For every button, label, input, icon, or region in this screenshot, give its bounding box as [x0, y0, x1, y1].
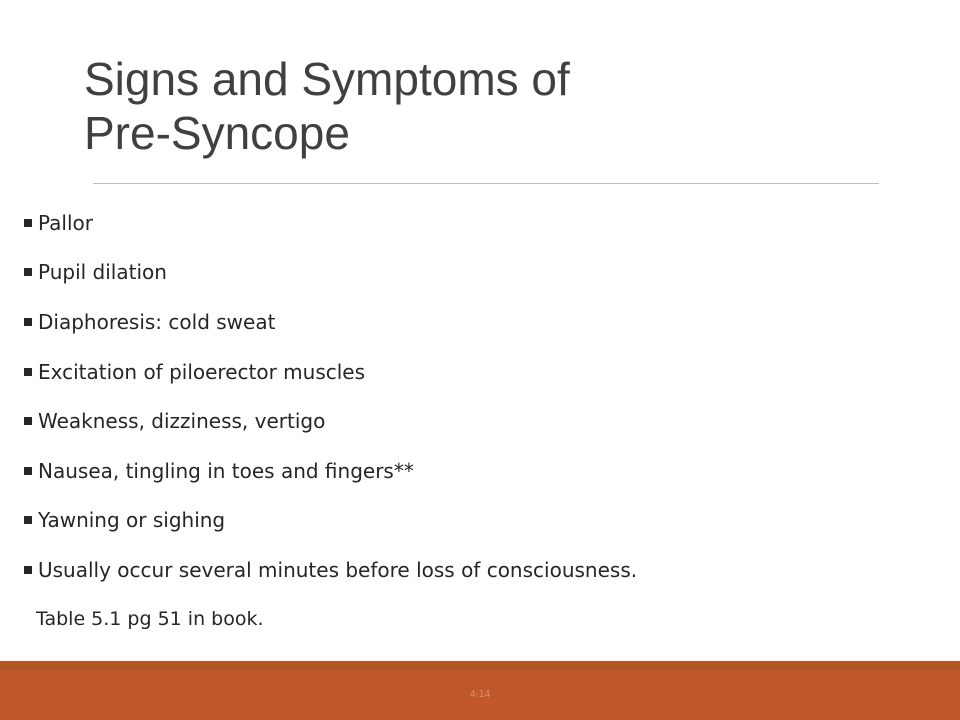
title-divider: [93, 183, 879, 184]
bullet-text: Diaphoresis: cold sweat: [38, 309, 276, 334]
bullet-list: [24, 198, 637, 595]
square-bullet-icon: [24, 566, 32, 574]
bullet-text: Usually occur several minutes before loss of consciousness.: [38, 557, 638, 582]
title-line-1: Signs and Symptoms of: [84, 53, 570, 105]
bullet-text: Weakness, dizziness, vertigo: [38, 409, 326, 434]
list-item: [24, 496, 637, 546]
list-item: [24, 297, 637, 347]
list-item: [24, 545, 637, 595]
bullet-text: Pupil dilation: [38, 260, 167, 285]
bullet-text: Yawning or sighing: [38, 508, 226, 533]
square-bullet-icon: [24, 417, 32, 425]
list-item: [24, 396, 637, 446]
square-bullet-icon: [24, 268, 32, 276]
title-line-2: Pre-Syncope: [84, 107, 350, 159]
table-reference-note: Table 5.1 pg 51 in book.: [36, 608, 264, 630]
bullet-text: Nausea, tingling in toes and fingers**: [38, 458, 414, 483]
list-item: [24, 347, 637, 397]
bullet-text: Pallor: [38, 210, 93, 235]
slide-title: [84, 52, 884, 160]
list-item: [24, 248, 637, 298]
footer-accent-band: [0, 661, 960, 671]
bullet-text: Excitation of piloerector muscles: [38, 359, 366, 384]
square-bullet-icon: [24, 516, 32, 524]
square-bullet-icon: [24, 219, 32, 227]
square-bullet-icon: [24, 318, 32, 326]
list-item: [24, 198, 637, 248]
slide-number: 4-14: [469, 689, 490, 700]
square-bullet-icon: [24, 368, 32, 376]
square-bullet-icon: [24, 467, 32, 475]
list-item: [24, 446, 637, 496]
